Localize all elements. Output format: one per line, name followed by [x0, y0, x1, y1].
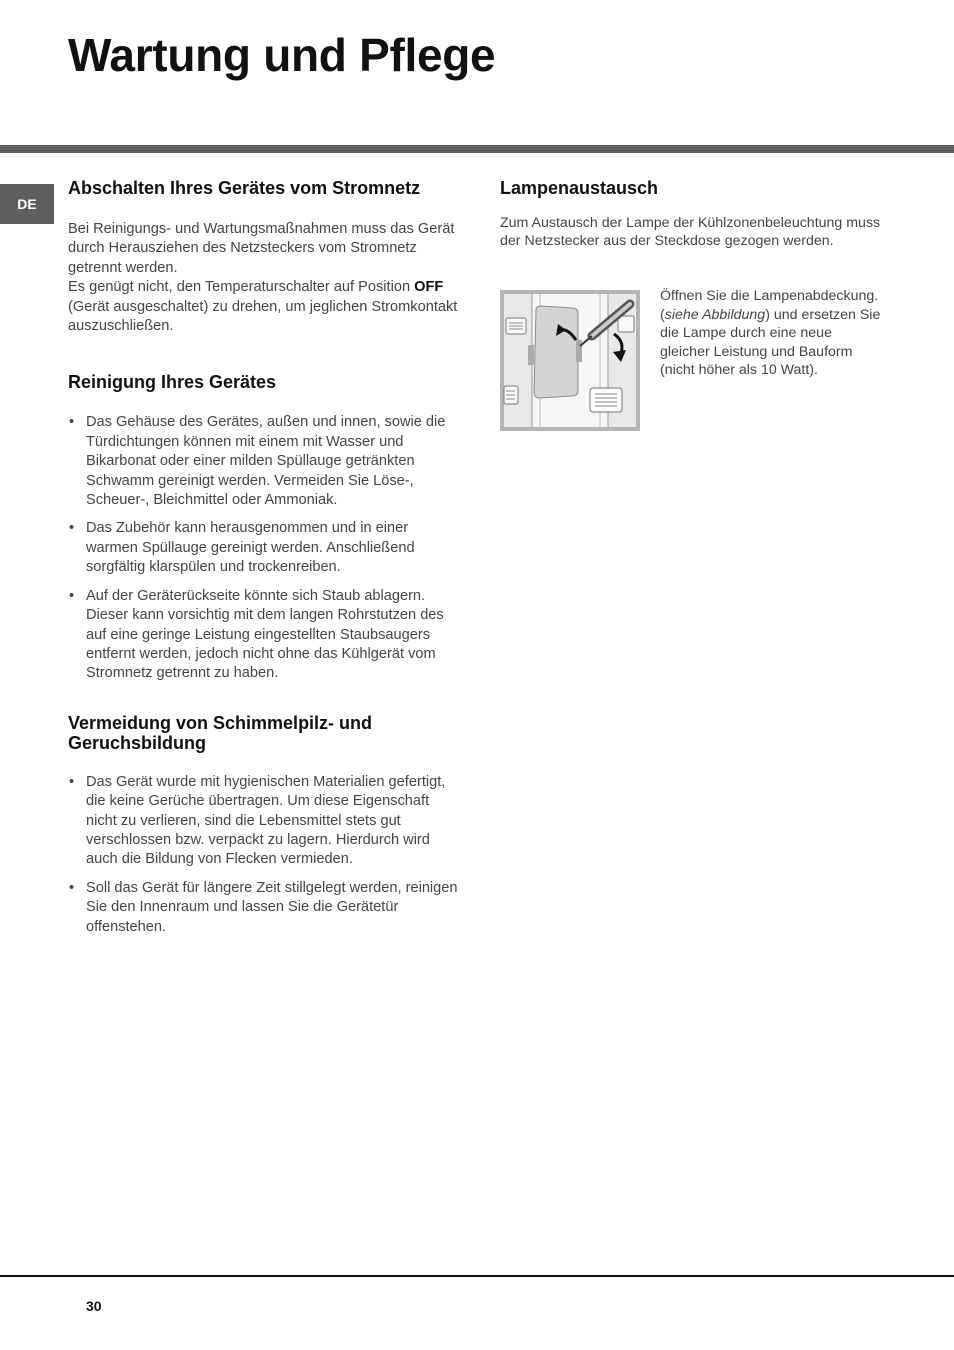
footer-rule [0, 1275, 954, 1277]
lamp-cover-diagram [500, 290, 640, 431]
page-title: Wartung und Pflege [68, 29, 496, 81]
list-item: • Das Zubehör kann herausgenommen und in einer warmen Spüllauge gereinigt werden. Anschließend sorgfältig klarspülen und trockenreiben. [68, 519, 458, 577]
section-heading-cleaning: Reinigung Ihres Gerätes [68, 372, 277, 393]
list-item: • Auf der Geräterückseite könnte sich Staub ablagern. Dieser kann vorsichtig mit dem langen Rohrstutzen des auf eine geringe Leistung eingestellten Staubsaugers entfernt werden, jedoch nicht ohne das Kühlgerät vom Stromnetz getrennt zu haben. [68, 587, 458, 684]
lamp-text-1: Öffnen Sie die Lampenabdeckung. ( [660, 288, 879, 323]
power-text-1: Bei Reinigungs- und Wartungsmaßnahmen muss das Gerät durch Herausziehen des Netzsteckers vom Stromnetz getrennt werden. [68, 221, 455, 276]
lamp-replacement-illustration [500, 290, 640, 431]
page-number: 30 [86, 1298, 102, 1314]
cleaning-list [68, 413, 458, 683]
section-heading-mould: Vermeidung von Schimmelpilz- und Geruchsbildung [68, 712, 373, 753]
lamp-intro: Zum Austausch der Lampe der Kühlzonenbeleuchtung muss der Netzstecker aus der Steckdose gezogen werden. [500, 215, 881, 250]
lamp-text-italic: siehe Abbildung [664, 306, 766, 323]
mould-list [68, 773, 458, 937]
list-item: • Das Gerät wurde mit hygienischen Materialien gefertigt, die keine Gerüche übertragen. Um diese Eigenschaft nicht zu verlieren, sind die Lebensmittel stets gut verschlossen bzw. verpackt zu lagern. Hierdurch wird auch die Bildung von Flecken vermieden. [68, 773, 458, 870]
section-heading-power: Abschalten Ihres Gerätes vom Stromnetz [68, 178, 421, 198]
list-item: • Das Gehäuse des Gerätes, außen und innen, sowie die Türdichtungen können mit einem mit Wasser und Bikarbonat oder einer milden Spüllauge getränkten Schwamm gereinigt werden. Vermeiden Sie Löse-, Scheuer-, Bleichmittel oder Ammoniak. [68, 413, 458, 510]
left-column [68, 178, 458, 946]
lamp-text-2: ) und ersetzen Sie die Lampe durch eine neue gleicher Leistung und Bauform (nicht höher als 10 Watt). [660, 306, 881, 379]
power-text-3: (Gerät ausgeschaltet) zu drehen, um jeglichen Stromkontakt auszuschließen. [68, 298, 458, 335]
language-tab: DE [0, 184, 54, 224]
section-heading-lamp: Lampenaustausch [500, 178, 659, 198]
power-text-2: Es genügt nicht, den Temperaturschalter auf Position [68, 279, 411, 296]
off-label: OFF [414, 279, 444, 296]
right-column [500, 178, 890, 379]
power-paragraph [68, 220, 458, 336]
header-rule [0, 145, 954, 153]
lamp-instructions [660, 287, 885, 380]
list-item: • Soll das Gerät für längere Zeit stillgelegt werden, reinigen Sie den Innenraum und lassen Sie die Gerätetür offenstehen. [68, 879, 458, 937]
